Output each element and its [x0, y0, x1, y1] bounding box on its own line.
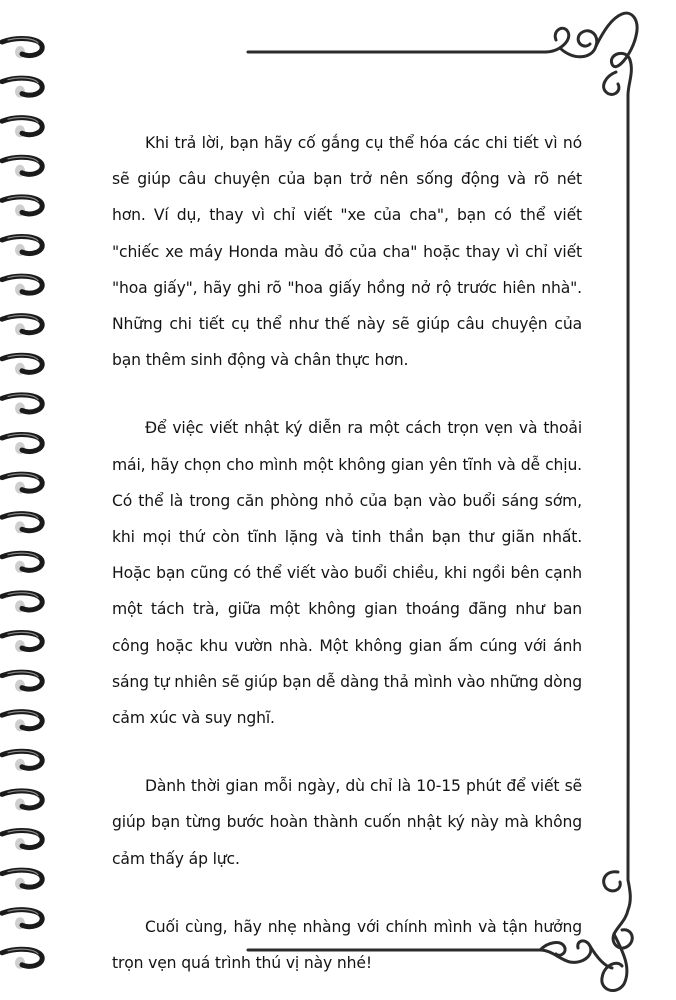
paragraph-closing: Cuối cùng, hãy nhẹ nhàng với chính mình và tận hưởng trọn vẹn quá trình thú vị này nhé! [112, 917, 582, 973]
paragraph-space: Để việc viết nhật ký diễn ra một cách trọn vẹn và thoải mái, hãy chọn cho mình một không gian yên tĩnh và dễ chịu. Có thể là trong căn phòng nhỏ của bạn vào buổi sáng sớm, khi mọi thứ còn tĩnh lặng và tinh thần bạn thư giãn nhất. Hoặc bạn cũng có thể viết vào buổi chiều, khi ngồi bên cạnh một tách trà, giữa một không gian thoáng đãng như ban công hoặc khu vườn nhà. Một không gian ấm cúng với ánh sáng tự nhiên sẽ giúp bạn dễ dàng thả mình vào những dòng cảm xúc và suy nghĩ. [112, 419, 582, 728]
paragraph-details: Khi trả lời, bạn hãy cố gắng cụ thể hóa các chi tiết vì nó sẽ giúp câu chuyện của bạn trở nên sống động và rõ nét hơn. Ví dụ, thay vì chỉ viết "xe của cha", bạn có thể viết "chiếc xe máy Honda màu đỏ của cha" hoặc thay vì chỉ viết "hoa giấy", hãy ghi rõ "hoa giấy hồng nở rộ trước hiên nhà". Những chi tiết cụ thể như thế này sẽ giúp câu chuyện của bạn thêm sinh động và chân thực hơn. [112, 134, 582, 370]
frame-right-line [628, 95, 629, 880]
journal-text [112, 125, 582, 981]
flourish-top-right [545, 13, 637, 95]
paragraph-time: Dành thời gian mỗi ngày, dù chỉ là 10-15 phút để viết sẽ giúp bạn từng bước hoàn thành cuốn nhật ký này mà không cảm thấy áp lực. [112, 777, 582, 868]
